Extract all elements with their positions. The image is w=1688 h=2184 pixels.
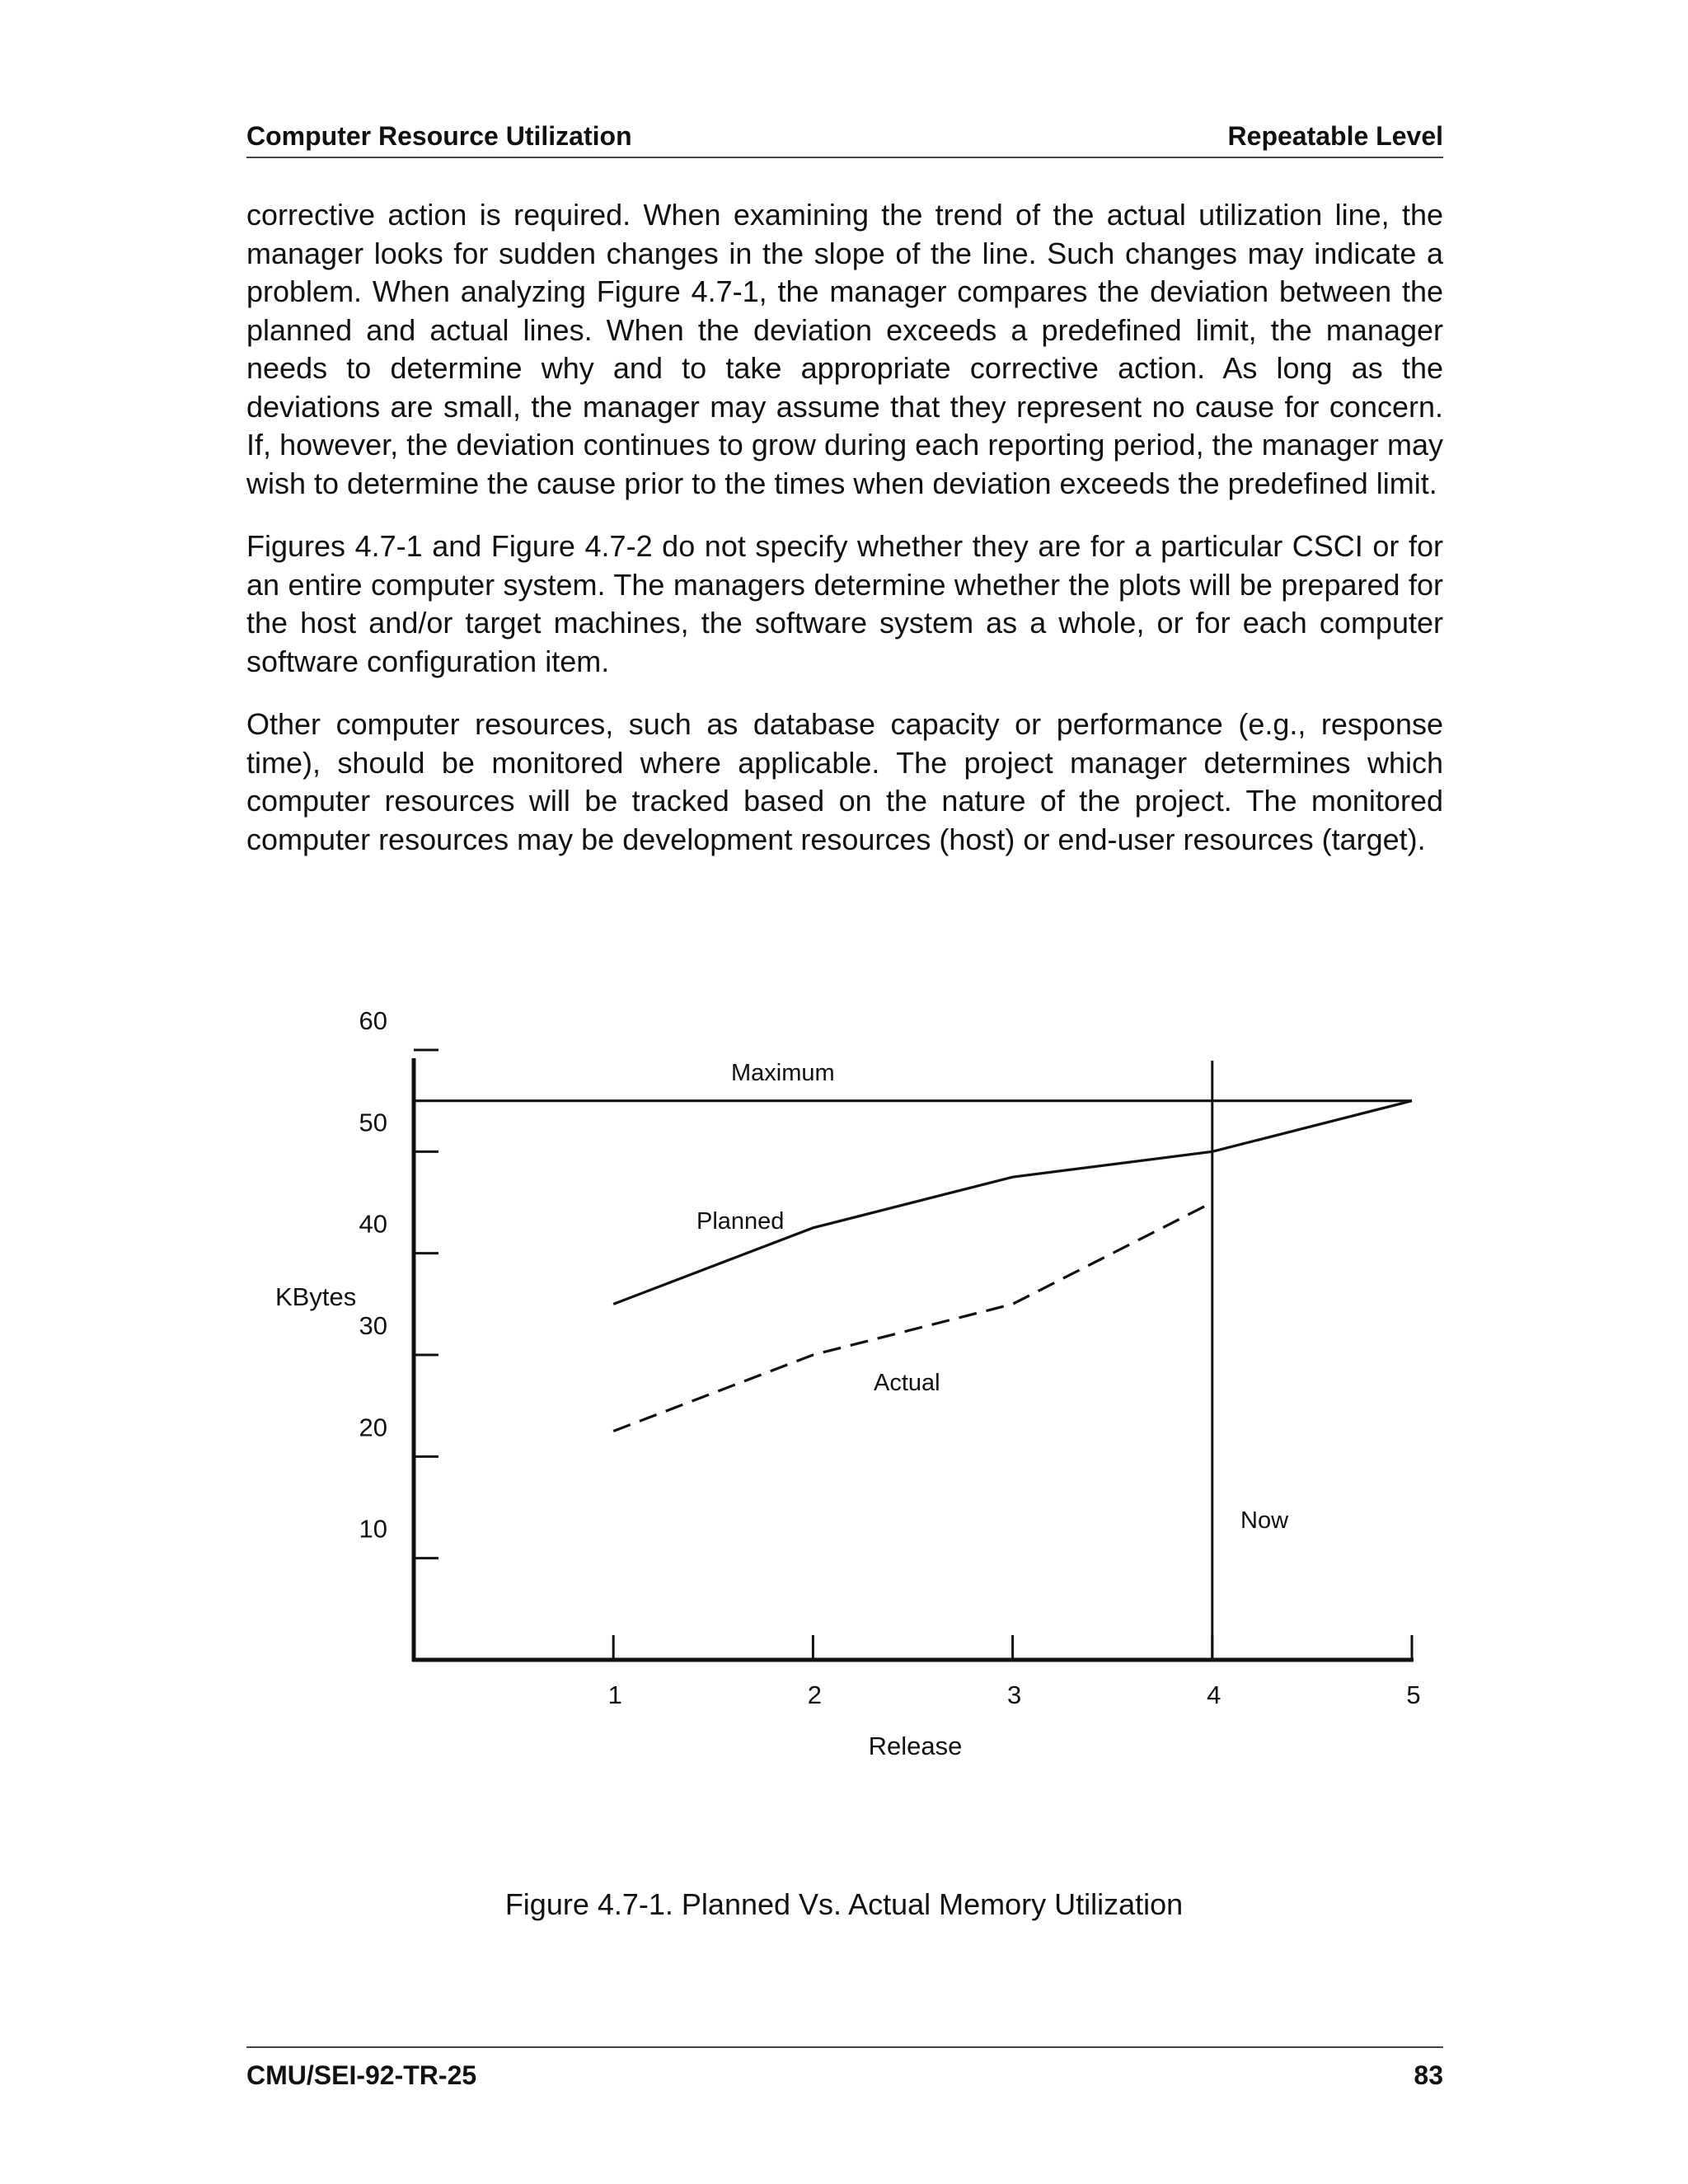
y-tick-label: 20 (359, 1413, 387, 1442)
actual-line (613, 1202, 1212, 1432)
now-marker-label: Now (1240, 1507, 1289, 1534)
page-footer (246, 2046, 1443, 2091)
actual-series-label: Actual (874, 1370, 940, 1396)
paragraph-3: Other computer resources, such as database capacity or performance (e.g., response time), should be monitored where applicable. The project manager determines which computer resources will be tracked based on the nature of the project. The monitored computer resources may be development resources (host) or end-user resources (target). (246, 707, 1443, 856)
x-tick-label: 2 (807, 1680, 823, 1709)
planned-series-label: Planned (696, 1208, 785, 1235)
header-section-title: Computer Resource Utilization (246, 121, 632, 151)
header-level: Repeatable Level (1227, 121, 1443, 151)
x-tick-label: 4 (1207, 1680, 1221, 1709)
figure-caption: Figure 4.7-1. Planned Vs. Actual Memory Utilization (504, 1887, 1184, 1921)
x-axis-label: Release (868, 1732, 963, 1760)
y-tick-label: 30 (359, 1311, 387, 1340)
y-tick-label: 60 (359, 1006, 387, 1035)
y-tick-label: 10 (359, 1514, 387, 1544)
paragraph-2: Figures 4.7-1 and Figure 4.7-2 do not specify whether they are for a particular CSCI or for an entire computer system. The managers determine whether the plots will be prepared for the host and/or target machines, the software system as a whole, or for each computer software configuration item. (246, 529, 1443, 678)
y-tick-label: 50 (359, 1108, 387, 1137)
x-tick-label: 1 (607, 1680, 622, 1709)
y-tick-label: 40 (359, 1209, 387, 1239)
y-axis-label: KBytes (275, 1282, 357, 1311)
page-number: 83 (1414, 2060, 1443, 2090)
planned-line (613, 1101, 1412, 1305)
x-tick-label: 5 (1406, 1680, 1421, 1709)
paragraph-1: corrective action is required. When examining the trend of the actual utilization line, the manager looks for sudden changes in the slope of the line. Such changes may indicate a problem. When analyzing Figure 4.7-1, the manager compares the deviation between the planned and actual lines. When the deviation exceeds a predefined limit, the manager needs to determine why and to take appropriate corrective action. As long as the deviations are small, the manager may assume that they represent no cause for concern. If, however, the deviation continues to grow during each reporting period, the manager may wish to determine the cause prior to the times when deviation exceeds the predefined limit. (246, 198, 1443, 500)
report-number: CMU/SEI-92-TR-25 (246, 2060, 477, 2090)
x-tick-label: 3 (1006, 1680, 1022, 1709)
maximum-series-label: Maximum (731, 1060, 835, 1086)
